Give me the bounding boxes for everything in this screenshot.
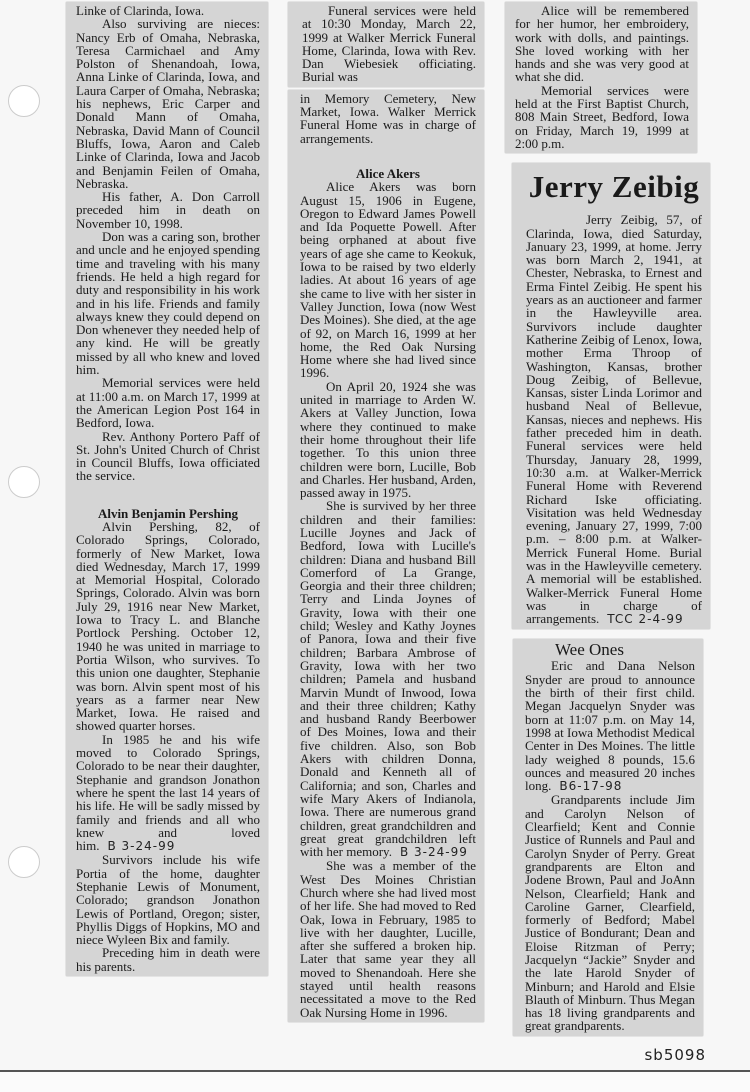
paragraph: Survivors include his wife Portia of the home, daughter Stephanie Lewis of Monument, Colorado; grandson Jonathon Lewis of Portland, Oregon; sister, Phyllis Diggs of Hopkins, MO and niece Wyleen Bix and family.: [76, 852, 260, 948]
paragraph: Preceding him in death were his parents.: [76, 945, 260, 974]
clipping-carroll-pershing: [66, 2, 268, 976]
paragraph: Don was a caring son, brother and uncle and he enjoyed spending time and traveling with his many friends. He held a high regard for duty and responsibility in his work and in his life. Friends and family always knew they could depend on Don whenever they needed help of any kind. He will be greatly missed by all who knew and loved him.: [76, 229, 260, 378]
handwritten-annotation: B6-17-98: [559, 779, 623, 794]
scanner-bed: [0, 1072, 750, 1092]
paragraph: in Memory Cemetery, New Market, Iowa. Walker Merrick Funeral Home was in charge of arrangements.: [300, 90, 476, 146]
clipping-alice-memorial: [505, 2, 697, 153]
paragraph-text: She is survived by her three children and their families: Lucille Joynes and Jack of Bedford, Iowa with Lucille's children: Diana and husband Bill Comerford of La Grange, Georgia and their three children; Terry and Linda Joynes of Gravity, Iowa with their one child; Wesley and Kathy Joynes of Panora, Iowa and their five children; Barbara Ambrose of Gravity, Iowa with her two children; Pamela and husband Marvin Mundt of Inwood, Iowa and their three children; Kathy and husband Randy Beerbower of Des Moines, Iowa and their five children. Also, son Bob Akers with children Donna, Donald and Kenneth all of California; and son, Charles and wife Mary Akers of Indianola, Iowa. There are numerous grand children, great grandchildren and great great grandchildren left with her memory.: [300, 498, 476, 860]
paragraph: Rev. Anthony Portero Paff of St. John's United Church of Christ in Council Bluffs, Iowa officiated the service.: [76, 428, 260, 484]
paragraph: [76, 733, 260, 854]
paragraph-text: Jerry Zeibig, 57, of Clarinda, Iowa, died Saturday, January 23, 1999, at home. Jerry was born March 2, 1941, at Chester, Nebraska, to Ernest and Erma Fintel Zeibig. He spent his years as an auctioneer and farmer in the Hawleyville area. Survivors include daughter Katherine Zeibig of Lenox, Iowa, mother Erma Throop of Washington, Kansas, brother Doug Zeibig, of Bellevue, Kansas, sister Linda Lorimor and husband Neal of Bellevue, Kansas, nieces and nephews. His father preceded him in death. Funeral services were held Thursday, January 28, 1999, 10:30 a.m. at Walker-Merrick Funeral Home with Reverend Richard Iske officiating. Visitation was held Wednesday evening, January 27, 1999, 7:00 p.m. – 8:00 p.m. at Walker-Merrick Funeral Home. Burial was in the Hawleyville cemetery. A memorial will be established. Walker-Merrick Funeral Home was in charge of arrangements.: [526, 212, 702, 627]
column-3: [505, 2, 710, 1064]
paragraph: His father, A. Don Carroll preceded him in death on November 10, 1998.: [76, 189, 260, 231]
punch-hole: [8, 846, 40, 878]
paragraph: [526, 213, 702, 626]
column-1: [66, 2, 268, 976]
section-title: Wee Ones: [555, 640, 624, 660]
paragraph: Linke of Clarinda, Iowa.: [76, 3, 205, 18]
paragraph: On April 20, 1924 she was united in marriage to Arden W. Akers at Valley Junction, Iowa where they continued to make their home throughout their life together. To this union three children were born, Lucille, Bob and Charles. Her husband, Arden, passed away in 1975.: [300, 378, 476, 501]
clipping-funeral-services: [288, 2, 484, 87]
paragraph: Alice will be remembered for her humor, her embroidery, work with dolls, and paintings. She loved working with her hands and she was very good at what she did.: [515, 3, 689, 85]
paragraph: Memorial services were held at 11:00 a.m. on March 17, 1999 at the American Legion Post 164 in Bedford, Iowa.: [76, 375, 260, 431]
paragraph-text: In 1985 he and his wife moved to Colorado Springs, Colorado to be near their daughter, Stephanie and grandson Jonathon where he spent the last 14 years of his life. He will be sadly missed by family and friends and all who knew and loved him.: [76, 731, 260, 854]
page-edge: [0, 1070, 750, 1072]
obituary-heading: Alvin Benjamin Pershing: [97, 505, 239, 521]
paragraph: Memorial services were held at the First Baptist Church, 808 Main Street, Bedford, Iowa on Friday, March 19, 1999 at 2:00 p.m.: [515, 82, 689, 151]
obituary-title: Jerry Zeibig: [528, 169, 700, 205]
handwritten-page-id: sb5098: [644, 1045, 706, 1064]
paragraph-text: Eric and Dana Nelson Snyder are proud to announce the birth of their first child. Megan Jacquelyn Snyder was born at 11:07 p.m. on May 14, 1998 at Iowa Methodist Medical Center in Des Moines. The little lady weighed 8 pounds, 15.6 ounces and measured 20 inches long.: [525, 658, 695, 794]
clipping-jerry-zeibig: [512, 163, 710, 629]
handwritten-annotation: B 3-24-99: [107, 839, 176, 854]
column-2: [288, 2, 484, 1022]
clipping-wee-ones: [513, 639, 703, 1035]
handwritten-annotation: TCC 2-4-99: [607, 612, 684, 627]
paragraph: [300, 499, 476, 859]
paragraph: Also surviving are nieces: Nancy Erb of Omaha, Nebraska, Teresa Carmichael and Amy Polston of Shenandoah, Iowa, Anna Linke of Clarinda, Iowa, and Laura Carper of Omaha, Nebraska; his nephews, Eric Carper and Donald Mann of Omaha, Nebraska, David Mann of Council Bluffs, Iowa, Aaron and Caleb Linke of Clarinda, Iowa and Jacob and Benjamin Feilen of Omaha, Nebraska.: [76, 16, 260, 191]
paragraph: Funeral services were held at 10:30 Monday, March 22, 1999 at Walker Merrick Funeral Home, Clarinda, Iowa with Rev. Dan Wiebesiek officiating. Burial was: [302, 3, 476, 85]
paragraph: Alvin Pershing, 82, of Colorado Springs, Colorado, formerly of New Market, Iowa died Wednesday, March 17, 1999 at Memorial Hospital, Colorado Springs, Colorado. Alvin was born July 29, 1916 near New Market, Iowa to Tracy L. and Blanche Portlock Pershing. October 12, 1940 he was united in marriage to Portia Wilson, who survives. To this union one daughter, Stephanie was born. Alvin spent most of his years as a farmer near New Market, Iowa. He raised and showed quarter horses.: [76, 518, 260, 734]
punch-hole: [8, 466, 40, 498]
paragraph: [525, 659, 695, 793]
obituary-heading: Alice Akers: [356, 165, 420, 181]
handwritten-annotation: B 3-24-99: [399, 845, 468, 860]
punch-hole: [8, 85, 40, 117]
paragraph: Alice Akers was born August 15, 1906 in Eugene, Oregon to Edward James Powell and Ida Poquette Powell. After being orphaned at about five years of age she came to Keokuk, Iowa to be raised by two elderly ladies. At about 16 years of age she came to live with her sister in Valley Junction, Iowa (now West Des Moines). She died, at the age of 92, on March 16, 1999 at her home, the Red Oak Nursing Home where she had lived since 1996.: [300, 179, 476, 381]
paragraph: Grandparents include Jim and Carolyn Nelson of Clearfield; Kent and Connie Justice of Runnels and Paul and Carolyn Snyder of Perry. Great grandparents are Elton and Jodene Brown, Paul and JoAnn Nelson, Clearfield; Hank and Caroline Garner, Clearfield, formerly of Bedford; Mabel Justice of Bondurant; Dean and Eloise Ritzman of Perry; Jacquelyn “Jackie” Snyder and the late Harold Snyder of Minburn; and Harold and Elsie Blauth of Minburn. Thus Megan has 18 living grandparents and great grandparents.: [525, 792, 695, 1034]
paragraph: She was a member of the West Des Moines Christian Church where she had lived most of her life. She had moved to Red Oak, Iowa in February, 1985 to live with her daughter, Lucille, after she suffered a broken hip. Later that same year they all moved to Shenandoah. Here she stayed until health reasons necessitated a move to the Red Oak Nursing Home in 1996.: [300, 858, 476, 1020]
clipping-alice-akers: [288, 90, 484, 1022]
